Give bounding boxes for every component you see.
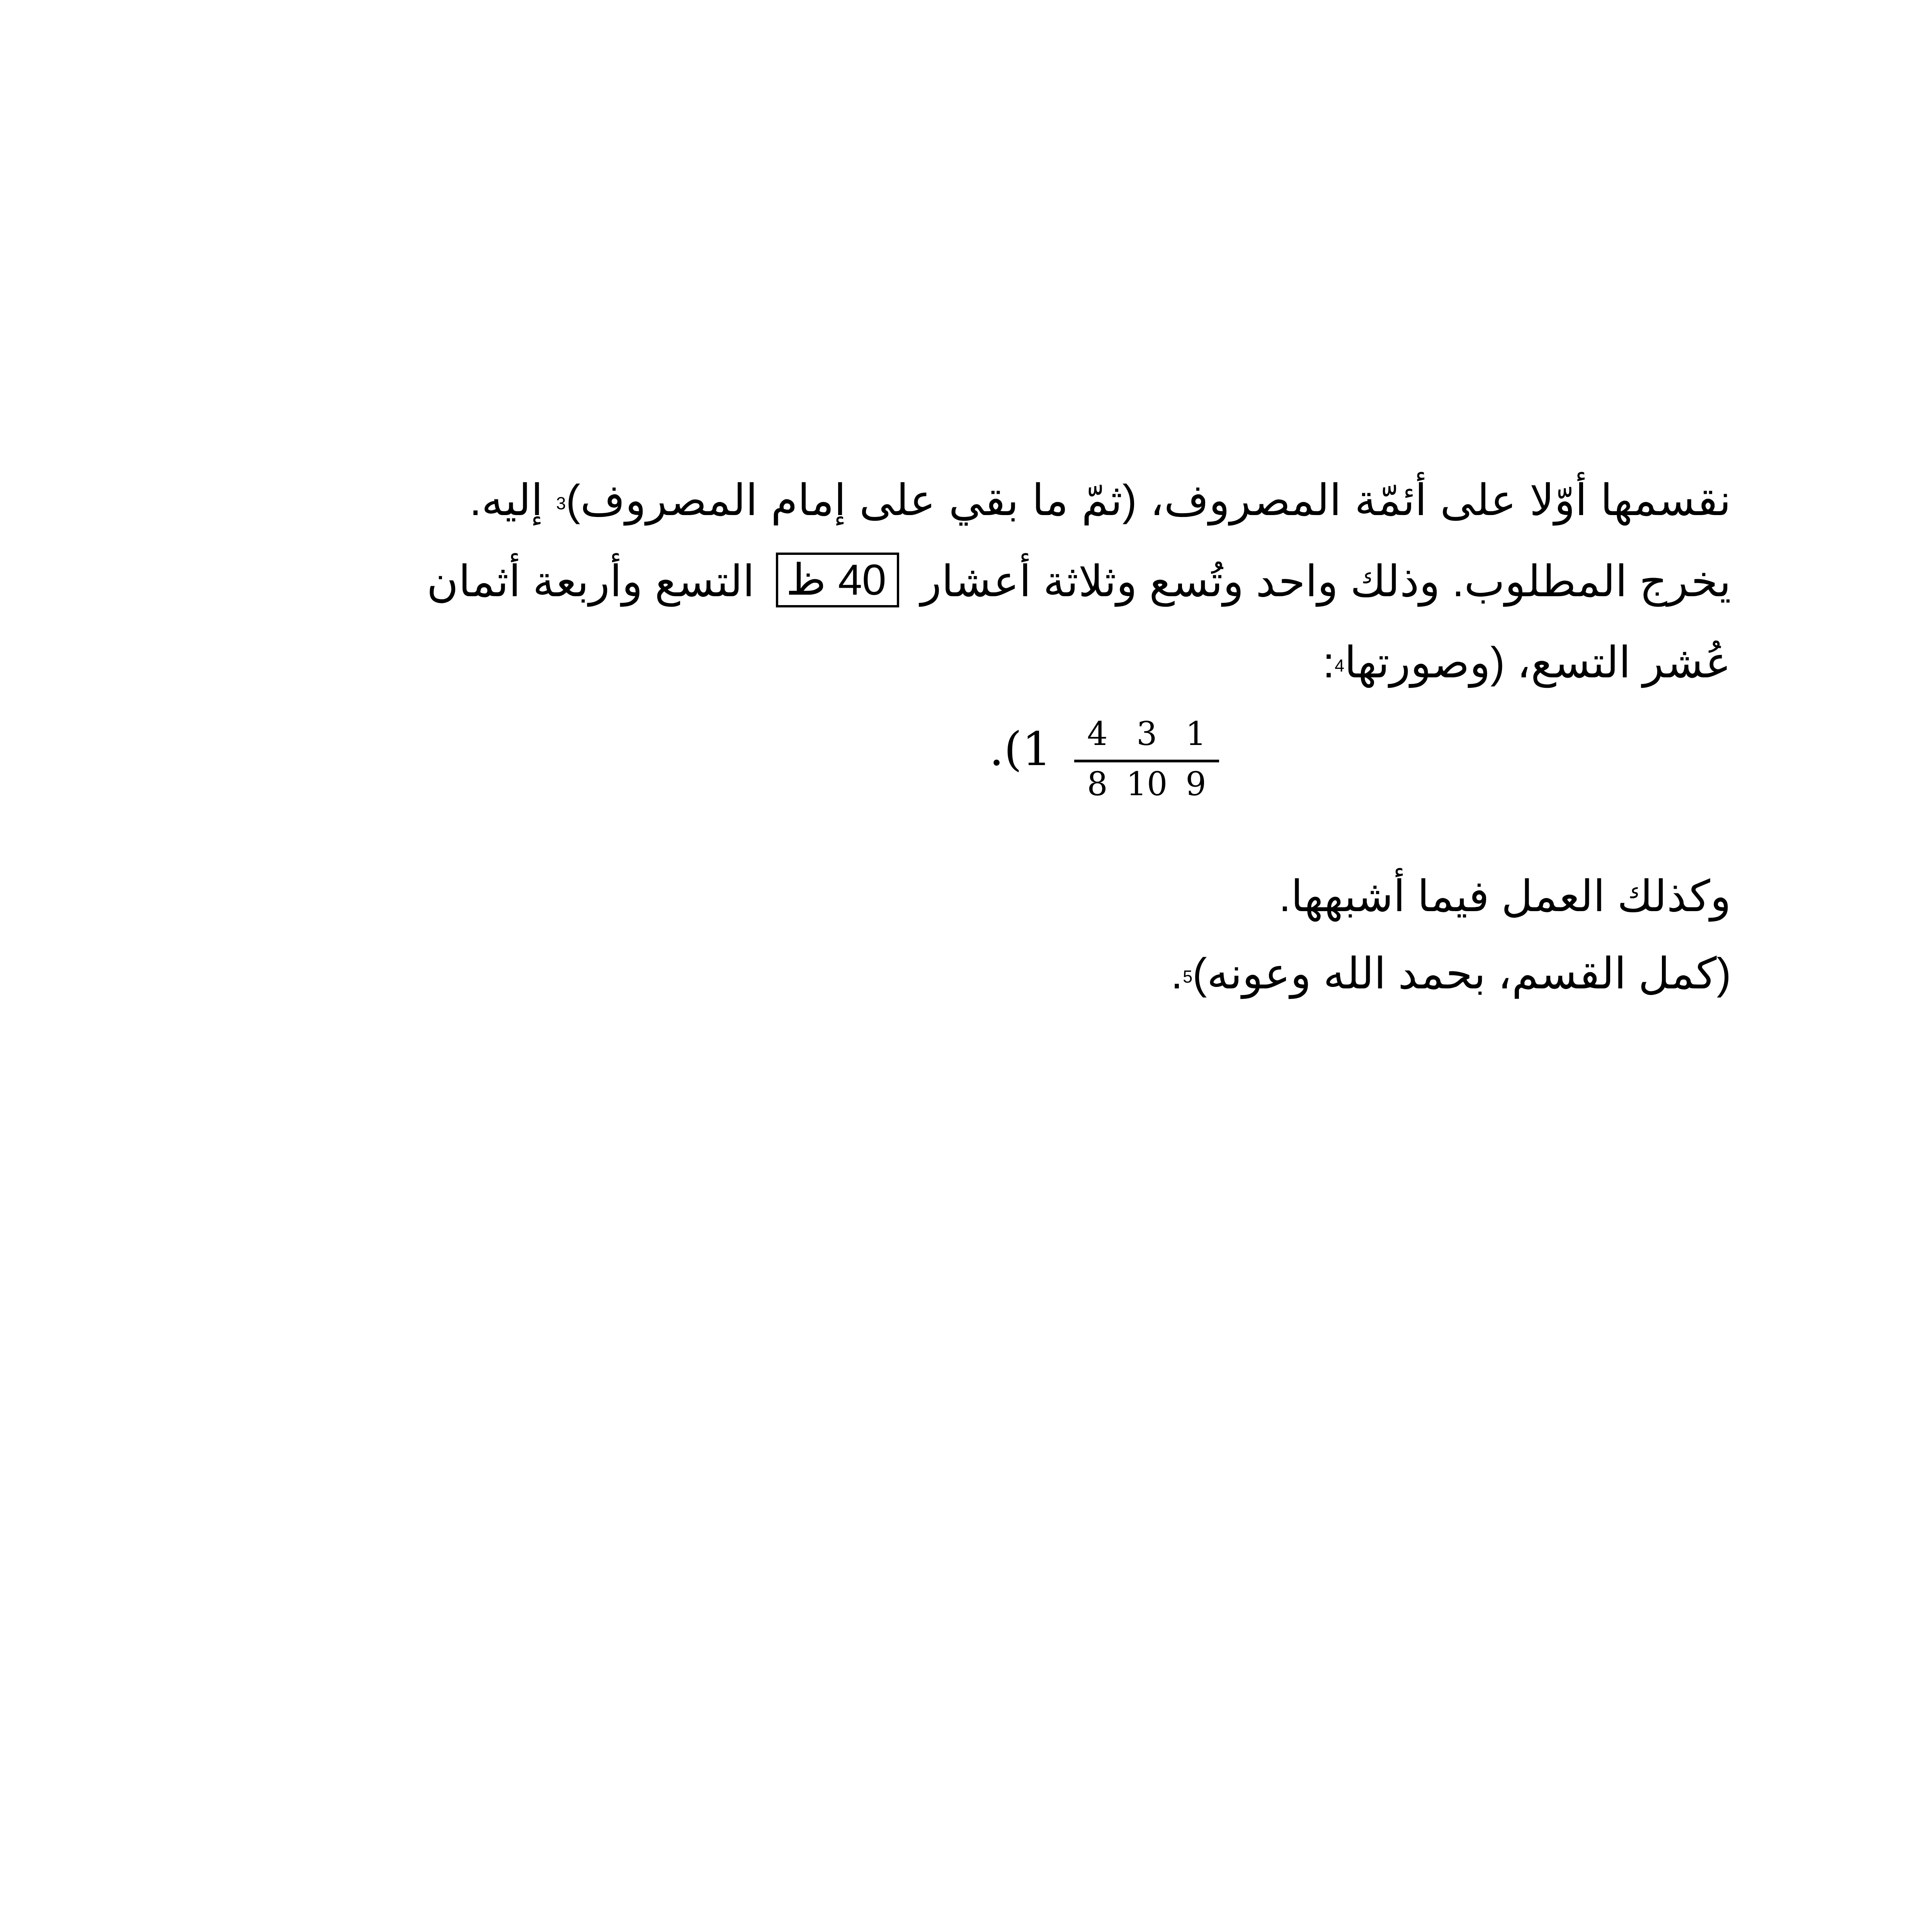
closing-paragraph — [469, 858, 1731, 1012]
numerator-2: 3 — [1136, 715, 1157, 753]
closing-line-2: (كمل القسم، بحمد الله وعونه)$^5$. — [1171, 949, 1731, 998]
marginal-folio-box: 40 ظ — [776, 553, 899, 607]
fraction-bar — [1074, 760, 1219, 762]
denominator-2: 10 — [1126, 765, 1168, 803]
text-line-2: يخرج المطلوب. وذلك واحد وتُسع وثلاثة أعشار 40 ظ التسع وأربعة أثمان — [469, 541, 1731, 622]
closing-line-1: وكذلك العمل فيما أشبهها. — [1279, 872, 1731, 920]
formula-lead — [989, 723, 1051, 776]
footnote-ref-4[interactable]: 4 — [1335, 656, 1345, 675]
fraction-stack — [1074, 715, 1219, 815]
denominator-3: 9 — [1185, 765, 1206, 803]
denominator-1: 8 — [1087, 765, 1108, 803]
footnote-ref-3[interactable]: 3 — [556, 493, 566, 513]
formula-prefix: .( — [989, 723, 1022, 776]
numerator-1: 4 — [1087, 715, 1108, 753]
text-line-3: عُشر التسع، (وصورتها$^4$: — [1323, 638, 1731, 687]
main-paragraph — [427, 460, 1731, 703]
text-line-1: نقسمها أوّلا على أئمّة المصروف، (ثمّ ما بقي على إمام المصروف)$^3$ إليه. — [469, 476, 1731, 524]
numerator-3: 1 — [1185, 715, 1206, 753]
formula-whole: 1 — [1022, 723, 1052, 776]
footnote-ref-5[interactable]: 5 — [1183, 967, 1193, 986]
